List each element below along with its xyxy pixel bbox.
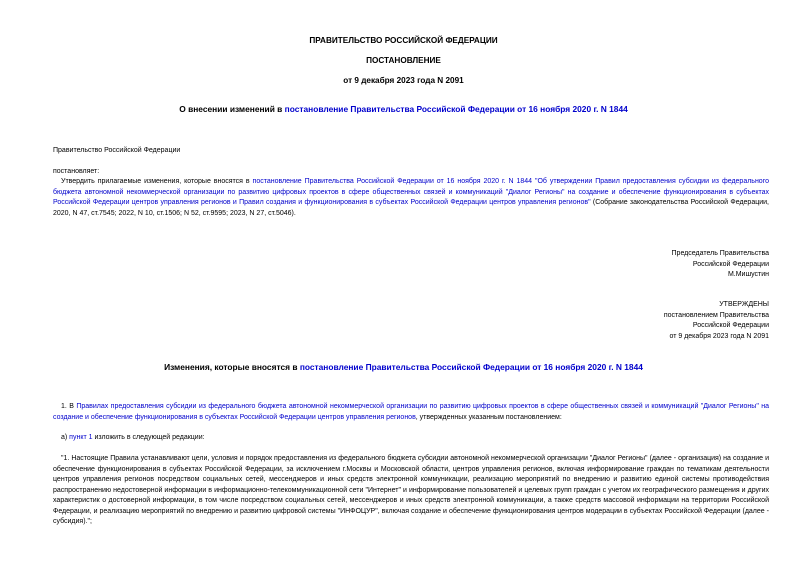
approval-title: УТВЕРЖДЕНЫ (719, 301, 769, 308)
sub-item-a (53, 433, 769, 444)
title-prefix: О внесении изменений в (179, 104, 285, 114)
changes-title-link[interactable]: постановление Правительства Российской Федерации от 16 ноября 2020 г. N 1844 (299, 362, 643, 372)
document-date-number: от 9 декабря 2023 года N 2091 (343, 76, 464, 85)
signature-position: Председатель Правительства (671, 250, 769, 257)
signature-country: Российской Федерации (692, 260, 769, 268)
quoted-paragraph-1: "1. Настоящие Правила устанавливают цели, условия и порядок предоставления из федерального бюджета субсидии автономной некоммерческой организации "Диалог Регионы" (далее - организация) на создание и обеспечение функционирования в субъектах Российской Федерации, за исключением г.Москвы и Московской области, центров управления регионов, включая информирование граждан по тематикам деятельности центров управления регионов посредством социальных сетей, мессенджеров и иных средств электронной коммуникации, реализацию мероприятий по внедрению и развитию единой системы противодействия распространению недостоверной информации в информационно-телекоммуникационной сети "Интернет" и информирование пользователей и целевых групп граждан с учетом их географического размещения и других характеристик о достоверной информации, в том числе посредством социальных сетей, мессенджеров и иных средств электронной коммуникации, а также средств массовой информации на территории Российской Федерации, и реализацию мероприятий по внедрению и развитию цифровой системы "ИНФОЦУР", включая создание и обеспечение функционирования центров модерации в субъектах Российской Федерации (далее - субсидия)."; (53, 455, 769, 525)
item1-link[interactable]: Правилах предоставления субсидии из федерального бюджета автономной некоммерческой организации по развитию цифровых проектов в сфере общественных связей и коммуникаций "Диалог Регионы" на создание и обеспечение функционирования в субъектах Российской Федерации центров управления регионов (53, 403, 769, 421)
document-type: ПОСТАНОВЛЕНИЕ (366, 56, 441, 65)
government-header: ПРАВИТЕЛЬСТВО РОССИЙСКОЙ ФЕДЕРАЦИИ (309, 36, 498, 45)
changes-title (0, 362, 807, 373)
approve-text-start: Утвердить прилагаемые изменения, которые вносятся в (61, 178, 253, 185)
item1-text-end: , утвержденных указанным постановлением: (415, 413, 562, 421)
sub-a-link[interactable]: пункт 1 (69, 434, 93, 441)
signature-name: М.Мишустин (727, 271, 769, 278)
item1-text-start: 1. В (61, 403, 77, 410)
approve-link[interactable]: постановление Правительства Российской Федерации от 16 ноября 2020 г. N 1844 "Об утверждении Правил предоставления субсидии из федерального бюджета автономной некоммерческой организации по развитию цифровых проектов в сфере общественных связей и коммуникаций "Диалог Регионы" на создание и обеспечение функционирования в субъектах Российской Федерации центров управления регионов и Правил создания и функционирования в субъектах Российской Федерации центров управления регионов" (53, 178, 769, 206)
authority-text: Правительство Российской Федерации (53, 147, 181, 154)
approval-date: от 9 декабря 2023 года N 2091 (669, 332, 769, 340)
approval-by: постановлением Правительства (663, 311, 769, 319)
change-item-1 (53, 402, 769, 423)
approval-country: Российской Федерации (692, 322, 769, 329)
approve-text-end: (Собрание законодательства Российской Федерации, 2020, N 47, ст.7545; 2022, N 10, ст.1506; N 52, ст.9595; 2023, N 27, ст.5046). (53, 199, 769, 217)
signature-block (672, 249, 769, 281)
decides-text: постановляет: (53, 168, 100, 175)
paragraph-approve (53, 177, 769, 219)
approval-block (664, 300, 769, 342)
changes-title-prefix: Изменения, которые вносятся в (164, 362, 300, 372)
document-title (0, 104, 807, 115)
sub-a-prefix: а) (61, 434, 70, 441)
title-link[interactable]: постановление Правительства Российской Федерации от 16 ноября 2020 г. N 1844 (284, 104, 628, 114)
sub-a-suffix: изложить в следующей редакции: (92, 434, 205, 441)
